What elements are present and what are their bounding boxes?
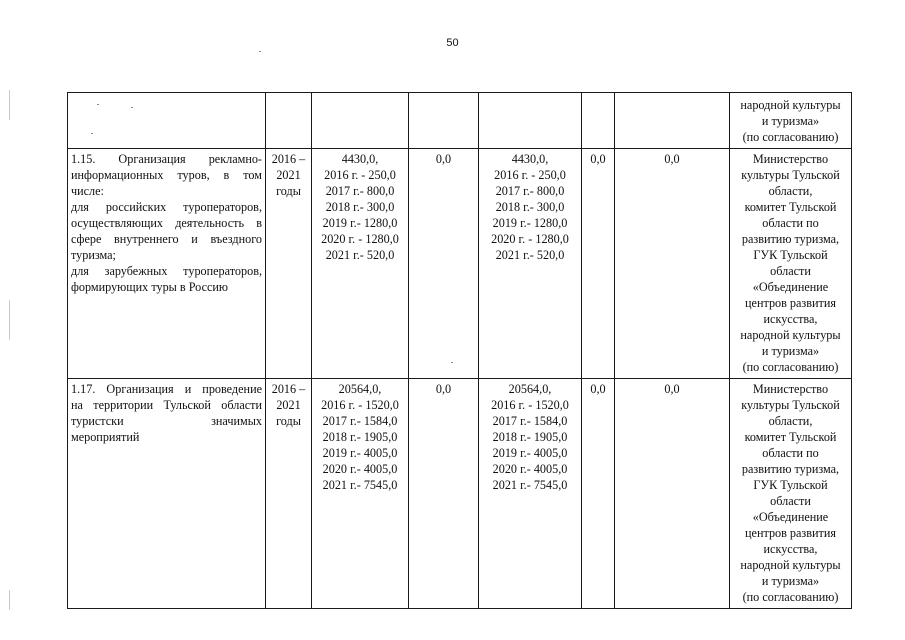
responsible-line: комитет Тульской [744,200,837,214]
scan-edge-mark [9,90,10,120]
activity-name-line: туристски значимых [71,414,262,428]
period-line: годы [276,414,301,428]
cell-name [68,379,266,609]
cell-responsible [730,149,852,379]
responsible-line: (по согласованию) [742,130,839,144]
table-row-continuation [68,93,852,149]
scan-speck [259,51,261,52]
activity-name-line: 1.17. Организация и проведение [71,382,262,396]
funding-line: 2018 г.- 1905,0 [322,430,398,444]
responsible-line: центров развития [745,296,836,310]
scan-edge-mark [9,590,10,610]
funding-line: 2018 г.- 300,0 [325,200,395,214]
cell-total [312,149,409,379]
responsible-line: ГУК Тульской [753,248,828,262]
period-line: годы [276,184,301,198]
responsible-line: «Объединение [752,280,829,294]
cell-regional [479,93,582,149]
period-line: 2016 – [271,152,306,166]
cell-period [266,149,312,379]
funding-line: 2016 г. - 250,0 [324,168,396,182]
activity-name-line: туризма; [71,248,116,262]
funding-line: 2020 г.- 4005,0 [322,462,398,476]
responsible-line: искусства, [763,312,818,326]
cell-other: 0,0 [615,379,730,609]
responsible-line: (по согласованию) [742,590,839,604]
cell-regional [479,379,582,609]
activity-name-line: на территории Тульской области [71,398,262,412]
funding-line: 2018 г.- 1905,0 [492,430,568,444]
responsible-line: ГУК Тульской [753,478,828,492]
cell-name [68,93,266,149]
funding-line: 2019 г.- 1280,0 [322,216,398,230]
responsible-line: и туризма» [761,344,820,358]
responsible-line: народной культуры [740,98,841,112]
cell-federal [409,93,479,149]
table-row [68,149,852,379]
funding-line: 2021 г.- 7545,0 [492,478,568,492]
cell-total [312,379,409,609]
responsible-line: области [770,264,811,278]
cell-name [68,149,266,379]
cell-federal: 0,0 [409,149,479,379]
responsible-line: и туризма» [761,114,820,128]
cell-total [312,93,409,149]
cell-responsible [730,379,852,609]
funding-line: 4430,0, [511,152,549,166]
cell-local: 0,0 [582,149,615,379]
funding-line: 2021 г.- 520,0 [325,248,395,262]
responsible-line: искусства, [763,542,818,556]
period-line: 2016 – [271,382,306,396]
cell-local [582,93,615,149]
activity-name-line: для российских туроператоров, [71,200,262,214]
responsible-line: народной культуры [740,328,841,342]
responsible-line: народной культуры [740,558,841,572]
cell-local: 0,0 [582,379,615,609]
cell-period [266,379,312,609]
responsible-line: области по [762,216,819,230]
responsible-line: «Объединение [752,510,829,524]
funding-line: 20564,0, [508,382,552,396]
funding-line: 2021 г.- 520,0 [495,248,565,262]
activity-name-line: информационных туров, в том [71,168,262,182]
funding-line: 2021 г.- 7545,0 [322,478,398,492]
funding-line: 2019 г.- 4005,0 [322,446,398,460]
responsible-line: области [770,494,811,508]
funding-line: 20564,0, [338,382,382,396]
page-number: 50 [446,37,459,49]
funding-line: 4430,0, [341,152,379,166]
responsible-line: и туризма» [761,574,820,588]
responsible-line: (по согласованию) [742,360,839,374]
responsible-line: комитет Тульской [744,430,837,444]
responsible-line: культуры Тульской [741,168,840,182]
cell-regional [479,149,582,379]
funding-line: 2020 г.- 4005,0 [492,462,568,476]
funding-line: 2016 г. - 250,0 [494,168,566,182]
activity-name-line: осуществляющих деятельность в [71,216,262,230]
cell-responsible [730,93,852,149]
activity-name-line: для зарубежных туроператоров, [71,264,262,278]
responsible-line: культуры Тульской [741,398,840,412]
funding-line: 2019 г.- 4005,0 [492,446,568,460]
responsible-line: области, [768,414,813,428]
funding-line: 2016 г. - 1520,0 [491,398,569,412]
period-line: 2021 [276,398,301,412]
cell-other: 0,0 [615,149,730,379]
funding-line: 2017 г.- 1584,0 [322,414,398,428]
funding-line: 2020 г. - 1280,0 [321,232,399,246]
funding-line: 2018 г.- 300,0 [495,200,565,214]
funding-line: 2020 г. - 1280,0 [491,232,569,246]
activity-name-line: 1.15. Организация рекламно- [71,152,262,166]
responsible-line: Министерство [752,152,829,166]
funding-line: 2017 г.- 800,0 [495,184,565,198]
activity-name-line: числе: [71,184,104,198]
responsible-line: области, [768,184,813,198]
responsible-line: развитию туризма, [741,232,840,246]
responsible-line: развитию туризма, [741,462,840,476]
activity-name-line: мероприятий [71,430,140,444]
funding-line: 2017 г.- 1584,0 [492,414,568,428]
activity-name-line: формирующих туры в Россию [71,280,229,294]
funding-line: 2017 г.- 800,0 [325,184,395,198]
responsible-line: области по [762,446,819,460]
responsible-line: Министерство [752,382,829,396]
funding-line: 2016 г. - 1520,0 [321,398,399,412]
cell-other [615,93,730,149]
responsible-line: центров развития [745,526,836,540]
scan-edge-mark [9,300,10,340]
program-activities-table [67,92,852,609]
cell-period [266,93,312,149]
period-line: 2021 [276,168,301,182]
activity-name-line: сфере внутреннего и въездного [71,232,262,246]
cell-federal: 0,0 [409,379,479,609]
table-row [68,379,852,609]
funding-line: 2019 г.- 1280,0 [492,216,568,230]
